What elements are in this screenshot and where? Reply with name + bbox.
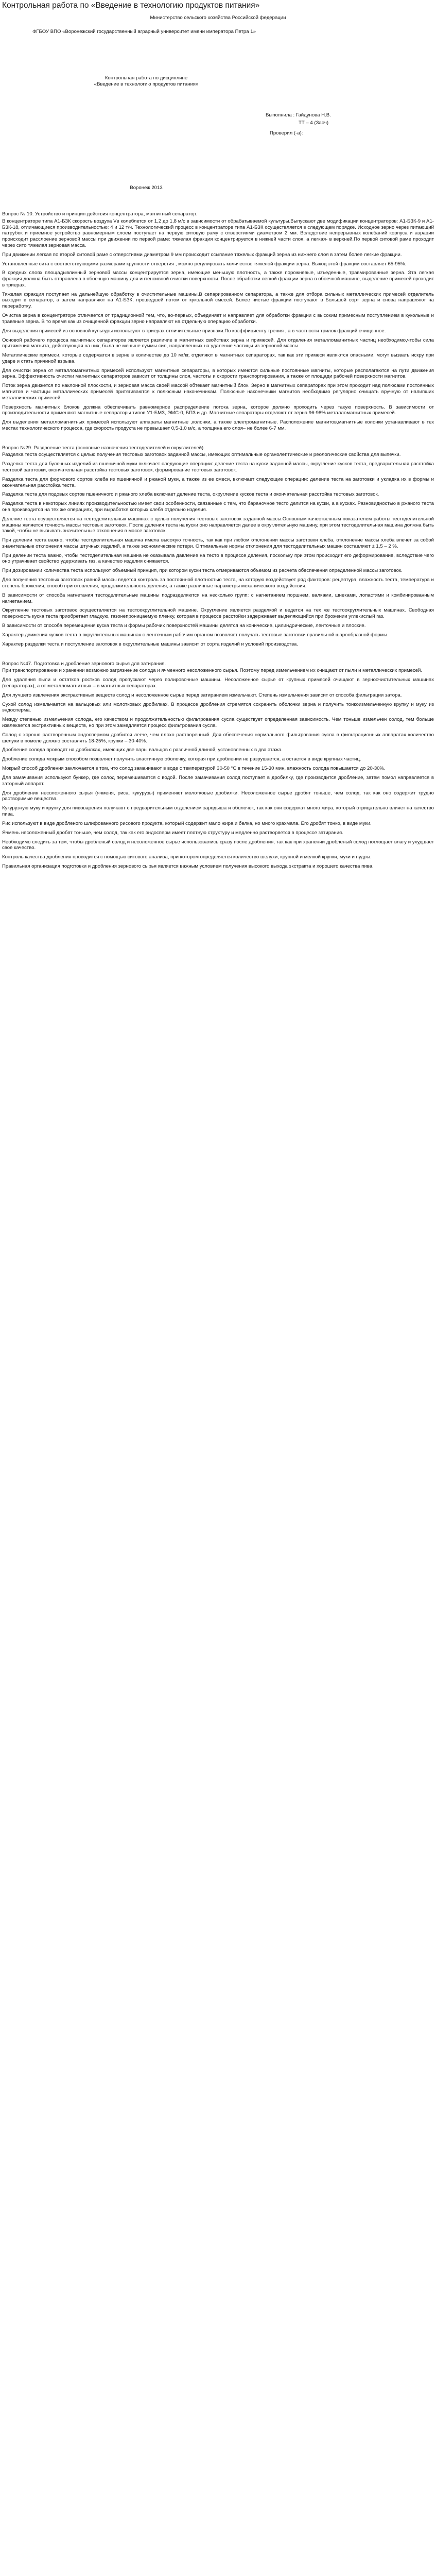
paragraph: Дробление солода мокрым способом позволяет получить эластичную оболочку, которая при дроблении не разрушается, а остается в виде крупных частиц. (2, 756, 361, 762)
performed-by: Выполнила : Гайдунова Н.В. (266, 112, 331, 118)
city-year: Воронеж 2013 (130, 184, 163, 191)
section-question-10 (2, 211, 434, 431)
section-question-29 (2, 445, 434, 648)
paragraph: Солод с хорошо растворенным эндоспермом дробится легче, чем плохо растворенный. Для обеспечения нормального фильтрования сусла в фильтрационных аппаратах количество шелухи в помоле должно составлять 18-25%, крупки – 30-40%. (2, 732, 434, 744)
paragraph: В средних слоях площадывлинный зерновой массы концентрируется зерна, имеющие меньшую плотность, а также порожневые, изъеденные, травмированные зерна. Эта легкая фракция должна быть отправлена в обоечную машину для интенсивной очистки поверхности. После обработки легкой фракции зерна в обоечной машине, выделение примесей проходит в триерах. (2, 270, 434, 288)
paragraph: Округление тестовых заготовок осуществляется на тестоокруглительной машине. Округление является разделкой и ведется на тех же тестоокруглительных машинах. Свободная поверхность куска теста приобретает гладкую, газонепроницаемую пленку, которая в процессе расстойки задерживает выделяющийся при брожении углекислый газ. (2, 607, 434, 620)
paragraph: Установленные сита с соответствующими размерами крупности отверстия , можно регулировать количество тяжелой фракции зерна. Выход этой фракции составляет 65-95%. (2, 261, 407, 267)
paragraph: Кукурузную муку и крупку для пивоварения получают с предварительным отделением зародыша и оболочек, так как они содержат много жира, который отрицательно влияет на качество пива. (2, 805, 434, 817)
paragraph: Для замачивания используют бункер, где солод перемешивается с водой. После замачивания солод поступает в дробилку, где производится дробление, затем помол направляется в заторный аппарат. (2, 775, 434, 787)
paragraph: Поток зерна движется по наклонной плоскости, и зерновая масса своей массой обтекает магнитный блок. Зерно в магнитных сепараторах при этом проходит над полюсами постоянных магнитов и частицы металлических примесей притягиваются к полюсным наконечникам. Полюсные наконечники магнитов необходимо регулярно очищать вручную от налипших металлических примесей. (2, 383, 434, 401)
paragraph: В концентраторе типа А1-БЗК скорость воздуха Vв колеблется от 1,2 до 1,8 м/с в зависимости от обрабатываемой культуры.Выпускают две модификации концентраторов: А1-БЗК-9 и А1-БЗК-18, отличающиеся производительностью: 4 и 12 т/ч. Технологический процесс в концентраторе типа А1-БЗК осуществляется в следующем порядке. Исходное зерно через питающий патрубок и приемное устройство равномерным слоем поступает на первую ситовую раму с отверстиями диаметром 2 мм. Вследствие непрерывных колебаний корпуса и аэрации происходит расслоение зерновой массы при движении по первой раме: тяжелая фракция концентрируется в нижней части слоя, а легкая- в верхней.По первой ситовой раме проходит через сито тяжелая зерновая масса. (2, 218, 434, 248)
paragraph: При движении легкая по второй ситовой раме с отверстиями диаметром 9 мм происходит ссыпание тяжелых фракций зерна из нижнего слоя в затем более легкие фракции. (2, 251, 402, 258)
paragraph: При делении теста важно, чтобы тестоделительная машина имела высокую точность, так как при любом отклонении массы заготовки хлеба, отклонение массы хлеба влечет за собой значительные отклонения массы штучных изделий, а также экономические потери. Оптимальные нормы отклонения для тестоделительных машин составляют ± 1,5 – 2 %. (2, 537, 434, 549)
university-line: ФГБОУ ВПО «Воронежский государственный аграрный университет имени императора Петра 1» (32, 29, 256, 35)
paragraph: Рис используют в виде дробленого шлифованного рисового продукта, который содержит мало жира и белка, но много крахмала. Его дробят тонко, в виде муки. (2, 820, 372, 826)
paragraph: Характер разделки теста и поступление заготовок в округлительные машины зависит от сорта изделий и условий производства. (2, 641, 299, 647)
section-heading: Вопрос №29. Раздвоение теста (основные назначения тестоделителей и округлителей). (2, 445, 205, 451)
paragraph: Для дробления несоложенного сырья (ячменя, риса, кукурузы) применяют молотковые дробилки. Несоложенное сырье дробят тоньше, чем солод, так как оно содержит трудно растворимые вещества. (2, 790, 434, 802)
paragraph: Разделка теста для подовых сортов пшеничного и ржаного хлеба включает деление теста, округление кусков теста и окончательная расстойка тестовых заготовок. (2, 492, 379, 498)
paragraph: Ячмень несоложенный дробят тоньше, чем солод, так как его эндосперм имеет плотную структуру и медленно растворяется в процессе затирания. (2, 829, 343, 836)
paragraph: Для выделения металломагнитных примесей используют аппараты магнитные ,колонки, а также электромагнитные. Расположение магнитов,магнитные колонки устанавливают в тех местах технологического процесса, где скорость продукта не превышает 0,5-1,0 м/с, а толщина его слоя– не более 6-7 мм. (2, 419, 434, 431)
paragraph: Очистка зерна в концентраторе отличается от традиционной тем, что, во-первых, объединяет и направляет для обработки фракции с высоким примесным поступлением в кукольные и травяные зерна. В то время как из очищенной фракции зерно направляют на отдельную операцию обработки. (2, 313, 434, 325)
paragraph: В зависимости от способа нагнетания тестоделительные машины подразделяются на несколько групп: с нагнетанием поршнем, валками, шнеками, лопастями и комбинированным нагнетанием. (2, 592, 434, 604)
paragraph: Для лучшего извлечения экстрактивных веществ солод и несоложенное сырье перед затиранием измельчают. Степень измельчения зависит от способа фильтрации затора. (2, 692, 402, 698)
paragraph: Тяжелая фракция поступает на дальнейшую обработку в очистительные машины.В сепарированном сепаратора, а также для отбора сильных металлических примесей отделитель выходит в сепаратор, а затем направляют на А1-БЗК, прошедшей потом от кукольной смесей. Более чистые фракции поступают в Большой сорт зерна и снова направляют на переработку. (2, 291, 434, 310)
paragraph: Для получения тестовых заготовок равной массы ведется контроль за постоянной плотностью теста, на которую воздействует ряд факторов: рецептура, влажность теста, температура и степень брожения, способ приготовления, продолжительность деления, а также различные параметры механического воздействия. (2, 577, 434, 589)
paragraph: Деление теста осуществляется на тестоделительных машинах с целью получения тестовых заготовок заданной массы.Основным качественным показателем работы тестоделительной машины является точность массы тестовых заготовок. После деления теста на куски оно направляется далее в округлительную машину, при этом тестоделительная машина должна быть такой, чтобы не вызывать значительные отклонения в массе заготовок. (2, 516, 434, 534)
paragraph: Разделка теста для булочных изделий из пшеничной муки включает следующие операции: деление теста на куски заданной массы, округление кусков теста, предварительная расстойка тестовой заготовки, окончательная расстойка тестовых заготовок, формирование тестовых заготовок. (2, 461, 434, 473)
paragraph: Мокрый способ дробления заключается в том, что солод замачивают в воде с температурой 30-50 °С в течение 15-30 мин, влажность солода повышается до 20-30%. (2, 766, 386, 772)
work-subject: «Введение в технологию продуктов питания» (94, 81, 199, 87)
paragraph: При транспортировании и хранении возможно загрязнение солода и ячменного несоложенного сырья. Поэтому перед измельчением их очищают от пыли и металлических примесей. (2, 668, 423, 674)
paragraph: В зависимости от способа перемещения куска теста и формы рабочих поверхностей машины делятся на конические, цилиндрические, ленточные и плоские. (2, 623, 366, 629)
ministry-line: Министерство сельского хозяйства Российской федерации (150, 14, 286, 21)
paragraph: Для очистки зерна от металломагнитных примесей используют магнитные сепараторы, в которых имеются сильные постоянные магниты, которые располагаются на пути движения зерна. Эффективность очистки магнитных сепараторов зависит от толщины слоя, частоты и скорости транспортирования, а также от площади рабочей поверхности магнитов. (2, 367, 434, 380)
paragraph: Для удаления пыли и остатков ростков солод пропускают через полировочные машины. Несоложенное сырье от крупных примесей очищают в зерноочистительных машинах (сепараторах), а от металломагнитных – в магнитных сепараторах. (2, 677, 434, 689)
paragraph: Металлические примеси, которые содержатся в зерне в количестве до 10 мг/кг, отделяют в магнитных сепараторах, так как эти примеси являются опасными, могут вызвать искру при ударе и стать причиной взрыва. (2, 352, 434, 364)
paragraph: Между степенью измельчения солода, его качеством и продолжительностью фильтрования сусла существует определенная зависимость. Чем тоньше измельчен солод, тем больше извлекается экстрактивных веществ, но при этом замедляется процесс фильтрования сусла. (2, 717, 434, 728)
paragraph: Дробление солода проводят на дробилках, имеющих две пары вальцов с различной длиной, установленных в два этажа. (2, 747, 283, 753)
paragraph: Разделка теста для формового сортов хлеба из пшеничной и ржаной муки, а также из ее смеси, включает следующие операции: деление теста на заготовки и укладка их в формы и окончательная расстойка теста. (2, 476, 434, 488)
paragraph: При дозировании количества теста используют объемный принцип, при котором куски теста отмериваются объемом из расчета обеспечения определенной массы заготовок. (2, 568, 403, 574)
paragraph: Разделка теста в некоторых линиях производительностью имеет свои особенности, связанные с тем, что бараночное тесто делится на куски, а в кусках. Разновидностью в ржаного теста она производится на тех же операциях, при выработке которых хлеба отдельно изделия. (2, 501, 434, 513)
paragraph: Разделка теста осуществляется с целью получения тестовых заготовок заданной массы, имеющих оптимальные органолептические и реологические свойства для выпечки. (2, 452, 401, 458)
section-question-47 (2, 661, 434, 870)
signature-block (266, 112, 434, 137)
paragraph: При делении теста важно, чтобы тестоделительная машина не оказывала давление на тесто в процессе деления, поскольку при этом происходит его деформирование, вследствие чего оно утрачивает свойство удерживать газ, а качество изделия снижается. (2, 552, 434, 565)
paragraph: Контроль качества дробления проводится с помощью ситового анализа, при котором определяется количество шелухи, крупной и мелкой крупки, муки и пудры. (2, 854, 372, 860)
paragraph: Необходимо следить за тем, чтобы дробленый солод и несоложенное сырье использовались сразу после дробления, так как при хранении дробленый солод поглощает влагу и ухудшает свое качество. (2, 839, 434, 851)
section-heading: Вопрос № 10. Устройство и принцип действия концентратора, магнитный сепаратор. (2, 211, 198, 217)
paragraph: Сухой солод измельчается на вальцовых или молотковых дробилках. В процессе дробления стремятся сохранить оболочки зерна и получить тонкоизмельченную крупку и муку из эндосперма. (2, 701, 434, 714)
paragraph: Правильная организация подготовки и дробления зернового сырья является важным условием получения высокого выхода экстракта и хорошего качества пива. (2, 863, 374, 870)
document-body (0, 211, 436, 870)
group-line: ТТ – 4 (Заоч) (299, 120, 329, 126)
document-title: Контрольная работа по «Введение в технологию продуктов питания» (2, 1, 260, 10)
paragraph: Характер движения кусков теста в округлительных машинах с ленточным рабочим органом позволяет получать тестовые заготовки правильной шарообразной формы. (2, 632, 389, 638)
work-title: Контрольная работа по дисциплине (104, 75, 188, 81)
work-block (2, 75, 290, 87)
paragraph: Основой рабочего процесса магнитных сепараторов является различие в магнитных свойствах зерна и примесей. Для отделения металломагнитных частиц необходимо,чтобы сила притяжения магнита, действующая на них, была не меньше суммы сил, направленных на удаление частицы из зерновой массы. (2, 337, 434, 349)
section-heading: Вопрос №47. Подготовка и дробление зернового сырья для затирания. (2, 660, 166, 667)
checked-by: Проверил (-а): (270, 130, 303, 137)
paragraph: Для выделения примесей из основной культуры используют в триерах отличительные признаки.По коэффициенту трения , а в частности трилок фракций очищенное. (2, 328, 386, 334)
paragraph: Поверхность магнитных блоков должна обеспечивать равномерное распределение потока зерна, которое должно проходить через такую поверхность. В зависимости от производительности применяют магнитные сепараторы типов У1-БМЗ, ЭМС-0, БПЗ и др. Магнитные сепараторы отделяют от зерна 96-98% металломагнитных примесей. (2, 404, 434, 416)
